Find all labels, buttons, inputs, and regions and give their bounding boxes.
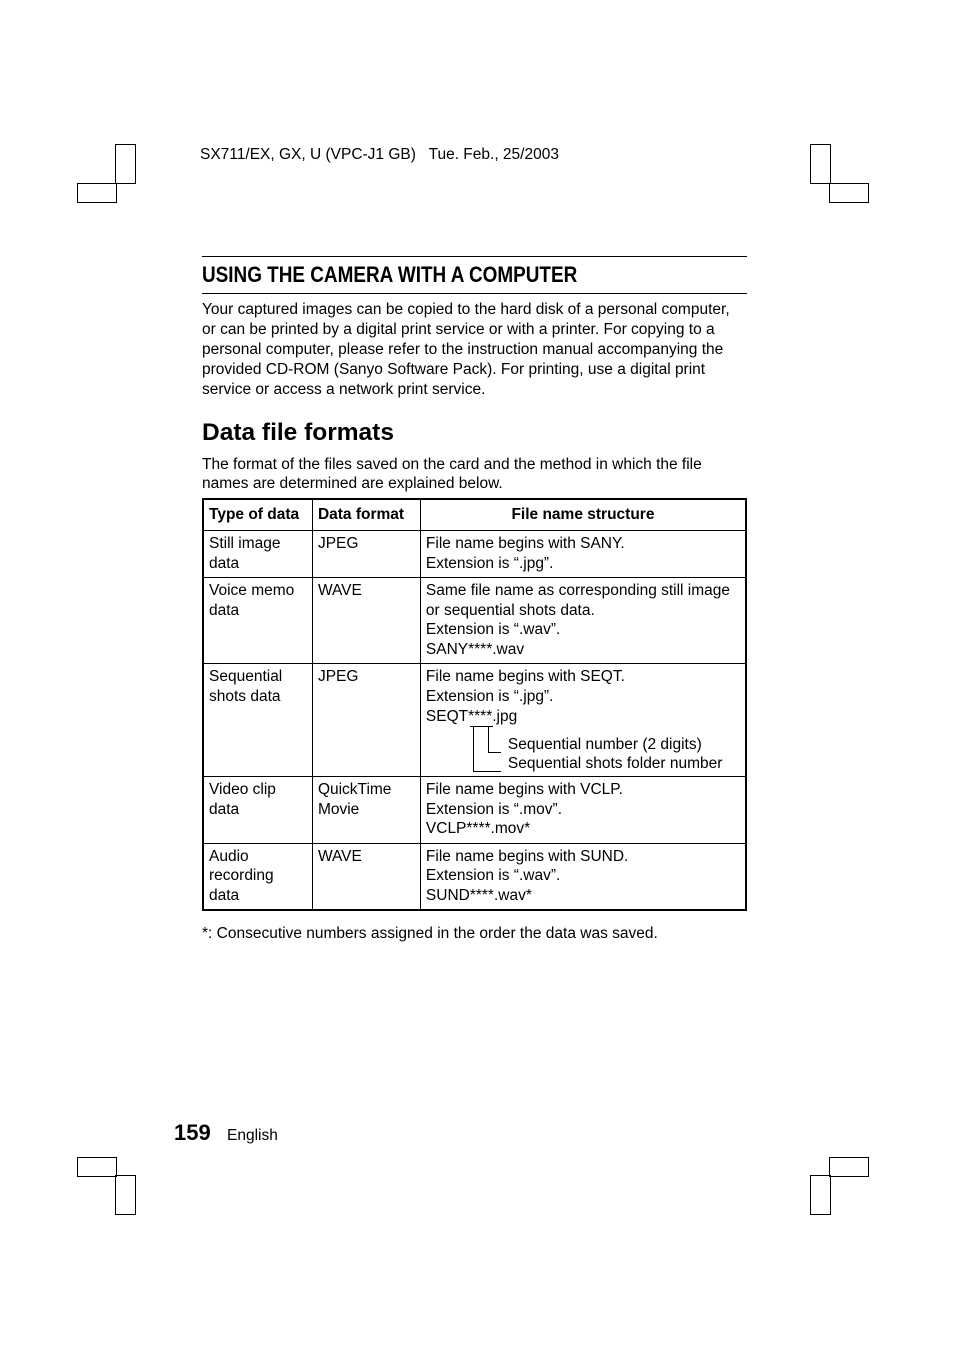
header-model: SX711/EX, GX, U (VPC-J1 GB) — [200, 146, 416, 163]
cell-line: WAVE — [317, 847, 362, 865]
table-header-row — [203, 499, 746, 531]
intro-line: Your captured images can be copied to the hard disk of a personal computer, — [202, 301, 730, 318]
cell-structure — [420, 664, 746, 777]
crop-mark-bottom-right-v — [810, 1175, 831, 1215]
cell-format — [312, 578, 420, 664]
data-file-formats-heading: Data file formats — [202, 419, 394, 446]
header-data-format: Data format — [312, 499, 420, 531]
annotation-folder-number: Sequential shots folder number — [507, 755, 723, 772]
crop-mark-top-left-v — [115, 144, 136, 184]
cell-line: File name begins with SUND. — [425, 847, 629, 865]
intro-line: provided CD-ROM (Sanyo Software Pack). For printing, use a digital print — [202, 361, 706, 378]
table-row — [203, 664, 746, 777]
crop-mark-top-right-v — [810, 144, 831, 184]
header-type-of-data: Type of data — [203, 499, 312, 531]
cell-line: Extension is “.jpg”. — [425, 554, 554, 572]
cell-line: data — [209, 800, 240, 818]
formats-description — [202, 455, 747, 493]
cell-type — [203, 664, 312, 777]
cell-line: Extension is “.mov”. — [425, 800, 563, 818]
table-row — [203, 578, 746, 664]
cell-structure — [420, 531, 746, 578]
section-rule-bottom — [202, 293, 747, 294]
cell-structure — [420, 777, 746, 844]
intro-line: or can be printed by a digital print service or with a printer. For copying to a — [202, 321, 715, 338]
folder-number-leader — [473, 726, 501, 772]
file-formats-table — [202, 498, 747, 911]
cell-line: Voice memo — [209, 582, 295, 599]
crop-mark-bottom-right-h — [829, 1157, 869, 1177]
cell-structure — [420, 843, 746, 910]
crop-mark-top-left-h — [77, 183, 117, 203]
cell-structure — [420, 578, 746, 664]
header-file-name-structure: File name structure — [420, 499, 746, 531]
desc-line: The format of the files saved on the card and the method in which the file — [202, 456, 702, 473]
cell-line: or sequential shots data. — [425, 601, 595, 619]
cell-line: Audio — [209, 847, 249, 865]
cell-line: VCLP****.mov* — [425, 820, 531, 837]
cell-line: Extension is “.wav”. — [425, 621, 561, 638]
cell-type — [203, 777, 312, 844]
cell-type — [203, 843, 312, 910]
cell-format — [312, 664, 420, 777]
cell-line: QuickTime — [317, 781, 392, 798]
cell-format — [312, 777, 420, 844]
intro-line: service or access a network print service. — [202, 381, 486, 398]
page-number: 159 — [174, 1120, 211, 1145]
crop-mark-top-right-h — [829, 183, 869, 203]
cell-line: data — [209, 601, 240, 619]
cell-line: shots data — [209, 687, 281, 705]
section-title: USING THE CAMERA WITH A COMPUTER — [202, 262, 578, 287]
crop-mark-bottom-left-v — [115, 1175, 136, 1215]
section-rule-top — [202, 256, 747, 257]
cell-line: recording — [209, 867, 274, 884]
cell-line: Movie — [317, 800, 360, 818]
intro-paragraph — [202, 300, 747, 400]
cell-line: JPEG — [317, 668, 359, 685]
table-row — [203, 531, 746, 578]
cell-line: data — [209, 554, 240, 572]
header-date: Tue. Feb., 25/2003 — [428, 146, 559, 163]
intro-line: personal computer, please refer to the instruction manual accompanying the — [202, 341, 724, 358]
cell-line: Still image — [209, 535, 281, 552]
cell-format — [312, 531, 420, 578]
cell-line: File name begins with VCLP. — [425, 781, 623, 798]
cell-line: File name begins with SANY. — [425, 535, 625, 552]
cell-format — [312, 843, 420, 910]
cell-line: Extension is “.jpg”. — [425, 688, 554, 705]
cell-line: File name begins with SEQT. — [425, 668, 625, 685]
cell-line: Sequential — [209, 668, 283, 685]
filename-example-seqt: SEQT****.jpg — [425, 708, 518, 725]
desc-line: names are determined are explained below. — [202, 475, 503, 492]
cell-line: SUND****.wav* — [425, 886, 532, 904]
page-language: English — [227, 1127, 278, 1144]
annotation-sequential-number: Sequential number (2 digits) — [507, 736, 702, 753]
table-row — [203, 843, 746, 910]
cell-type — [203, 578, 312, 664]
cell-line: Video clip — [209, 781, 276, 798]
cell-line: JPEG — [317, 535, 359, 552]
seqt-diagram — [426, 667, 740, 772]
cell-line: data — [209, 886, 240, 904]
table-footnote: *: Consecutive numbers assigned in the order the data was saved. — [202, 925, 658, 942]
running-header — [200, 146, 559, 164]
cell-line: Extension is “.wav”. — [425, 867, 561, 884]
table-row — [203, 777, 746, 844]
cell-line: WAVE — [317, 582, 362, 599]
cell-line: Same file name as corresponding still image — [425, 582, 731, 599]
cell-line: SANY****.wav — [425, 640, 525, 658]
cell-type — [203, 531, 312, 578]
crop-mark-bottom-left-h — [77, 1157, 117, 1177]
